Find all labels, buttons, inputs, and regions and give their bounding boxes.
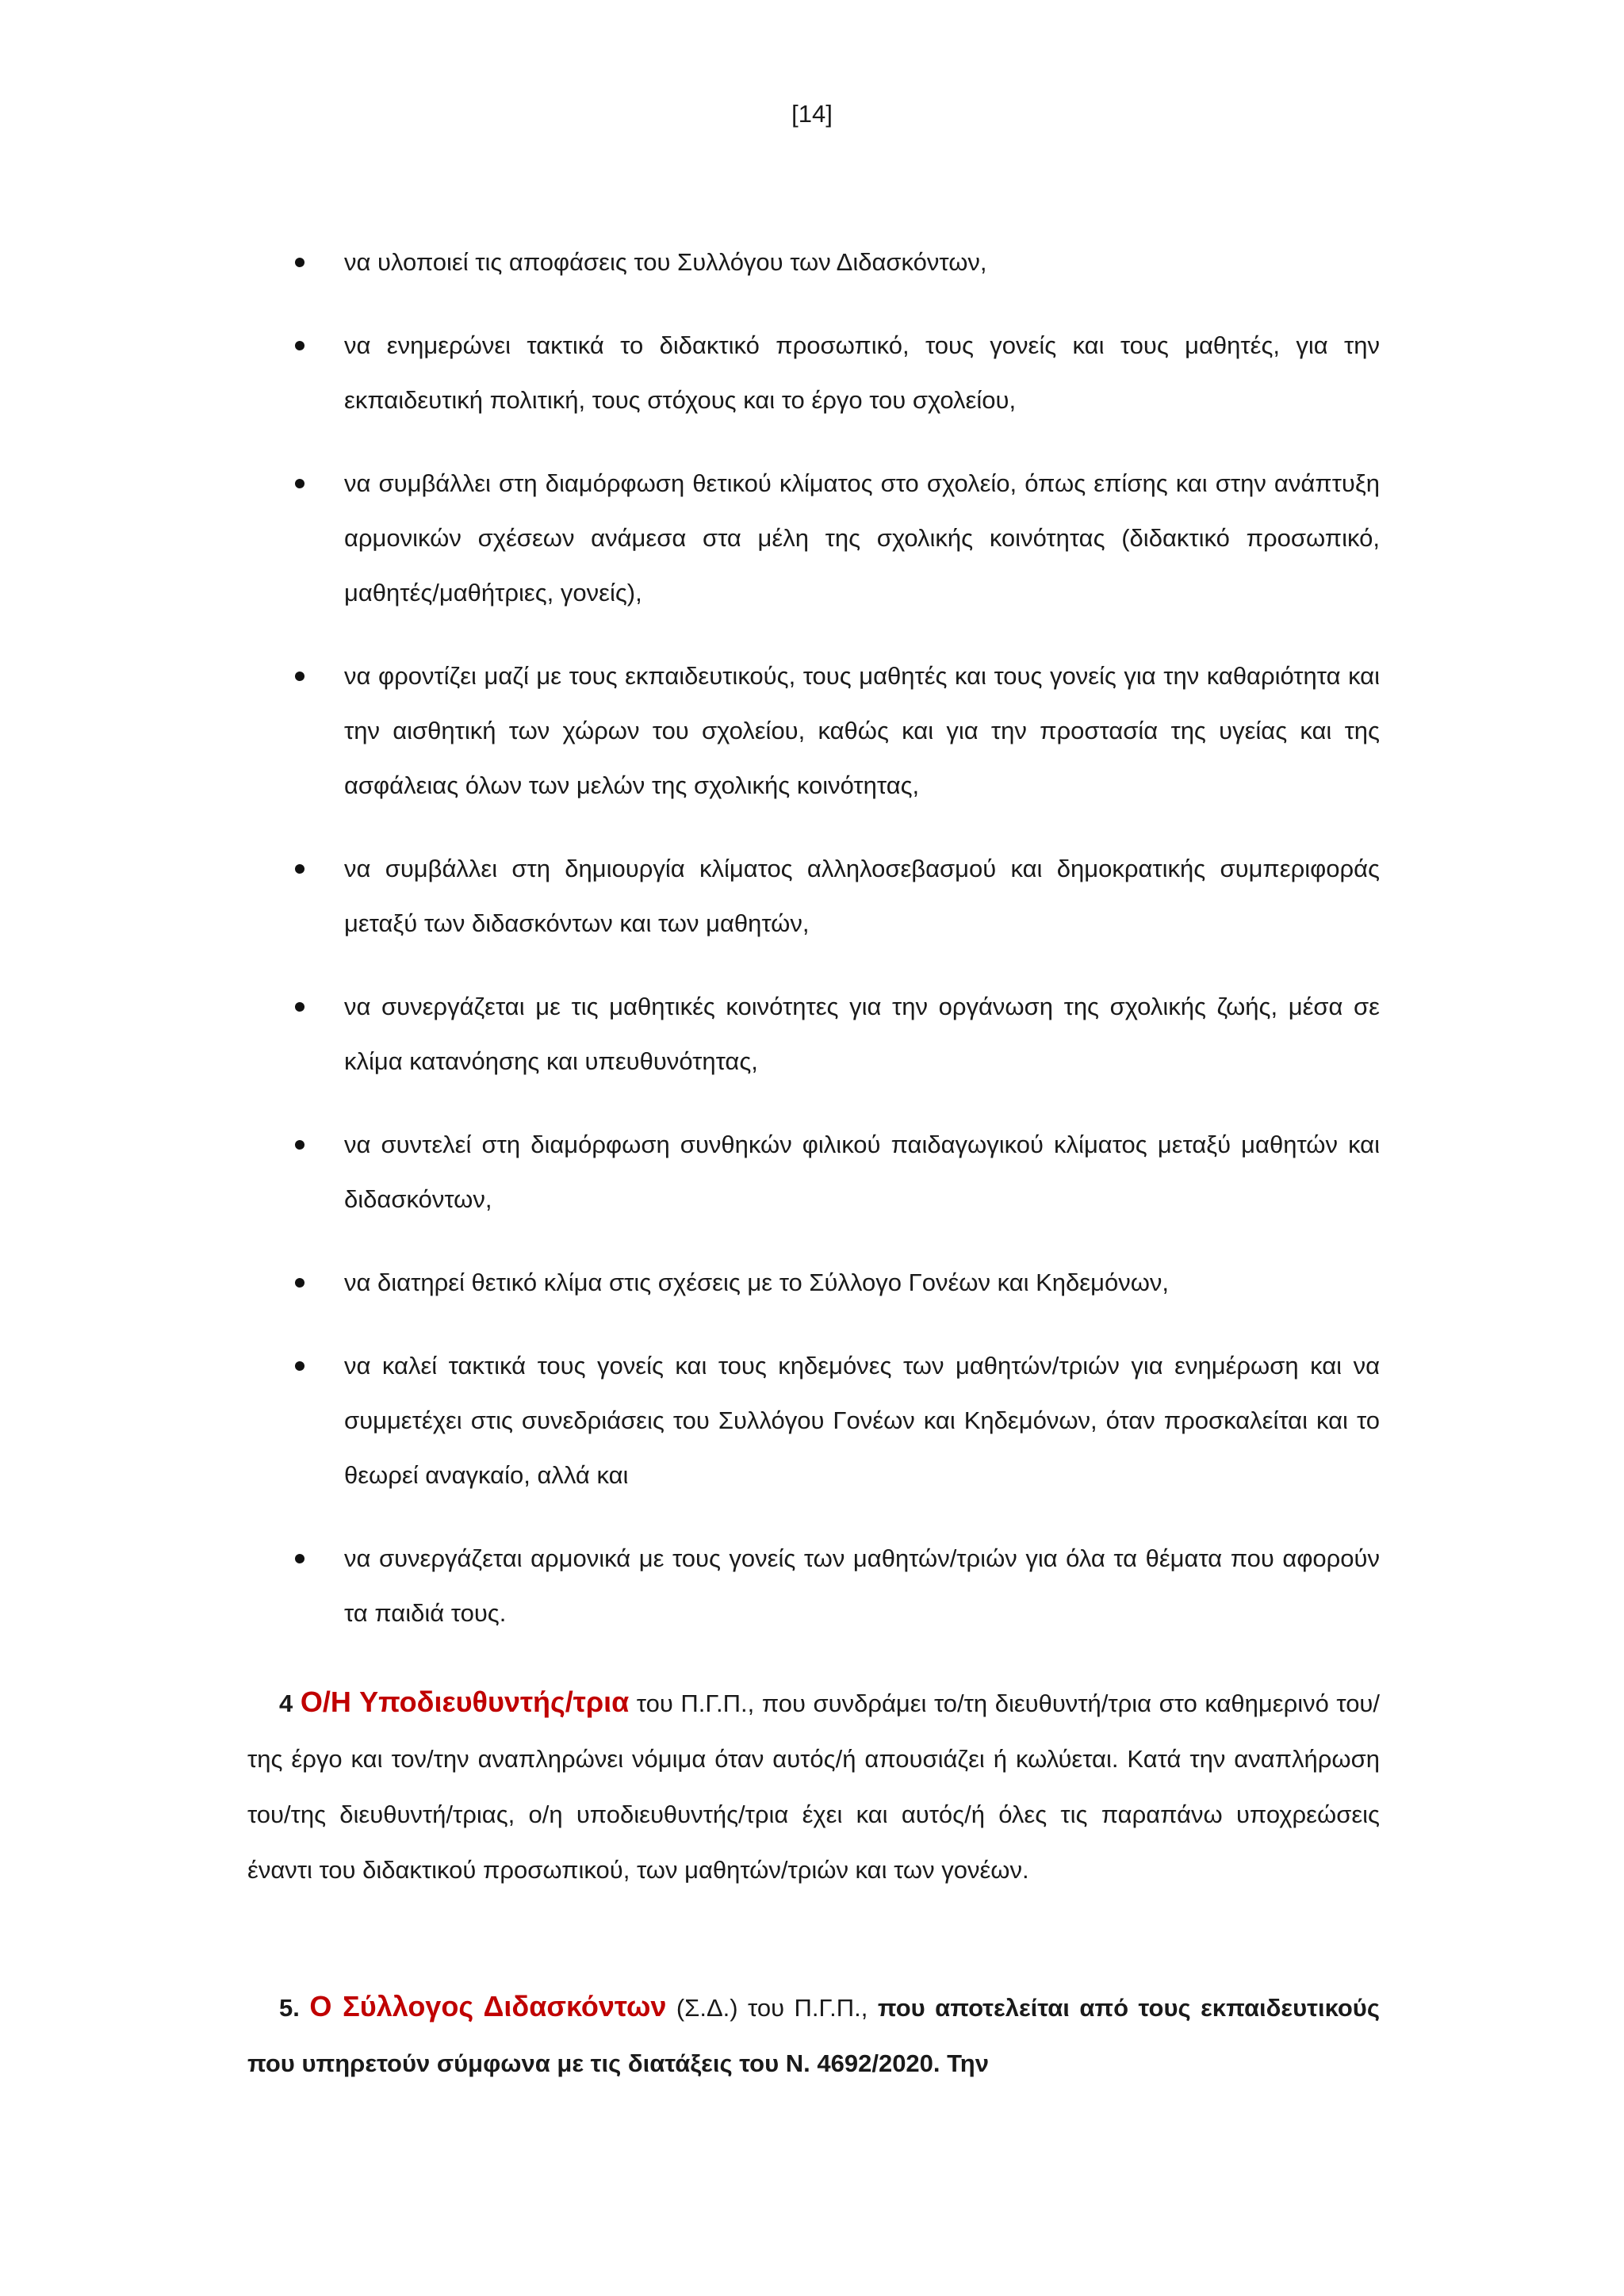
list-item: να φροντίζει μαζί με τους εκπαιδευτικούς, τους μαθητές και τους γονείς για την καθαριότητα και την αισθητική των χώρων του σχολείου, καθώς και για την προστασία της υγείας και της ασφάλειας όλων των μελών της σχολικής κοινότητας, <box>344 649 1380 813</box>
page-number: [14] <box>791 100 833 128</box>
section-5-number: 5. <box>279 1994 300 2022</box>
list-item: να διατηρεί θετικό κλίμα στις σχέσεις με το Σύλλογο Γονέων και Κηδεμόνων, <box>344 1255 1380 1310</box>
list-item: να υλοποιεί τις αποφάσεις του Συλλόγου των Διδασκόντων, <box>344 235 1380 289</box>
section-5-bold-text: που αποτελείται από τους εκπαιδευτικούς που υπηρετούν σύμφωνα με τις διατάξεις του Ν. 4692/2020. Την <box>247 1994 1380 2077</box>
section-5-text: (Σ.Δ.) του Π.Γ.Π., <box>676 1994 868 2022</box>
list-item: να συντελεί στη διαμόρφωση συνθηκών φιλικού παιδαγωγικού κλίματος μεταξύ μαθητών και διδασκόντων, <box>344 1117 1380 1226</box>
list-item: να συμβάλλει στη δημιουργία κλίματος αλληλοσεβασμού και δημοκρατικής συμπεριφοράς μεταξύ των διδασκόντων και των μαθητών, <box>344 841 1380 951</box>
list-item: να συνεργάζεται με τις μαθητικές κοινότητες για την οργάνωση της σχολικής ζωής, μέσα σε κλίμα κατανόησης και υπευθυνότητας, <box>344 979 1380 1089</box>
list-item: να καλεί τακτικά τους γονείς και τους κηδεμόνες των μαθητών/τριών για ενημέρωση και να συμμετέχει στις συνεδριάσεις του Συλλόγου Γονέων και Κηδεμόνων, όταν προσκαλείται και το θεωρεί αναγκαίο, αλλά και <box>344 1338 1380 1502</box>
section-5-paragraph <box>247 1979 1380 2091</box>
list-item: να συνεργάζεται αρμονικά με τους γονείς των μαθητών/τριών για όλα τα θέματα που αφορούν τα παιδιά τους. <box>344 1531 1380 1640</box>
section-5-heading: Ο Σύλλογος Διδασκόντων <box>309 1990 667 2022</box>
section-4-text: του Π.Γ.Π., που συνδράμει το/τη διευθυντή/τρια στο καθημερινό του/της έργο και τον/την αναπληρώνει νόμιμα όταν αυτός/ή απουσιάζει ή κωλύεται. Κατά την αναπλήρωση του/της διευθυντή/τριας, ο/η υποδιευθυντής/τρια έχει και αυτός/ή όλες τις παραπάνω υποχρεώσεις έναντι του διδακτικού προσωπικού, των μαθητών/τριών και των γονέων. <box>247 1689 1380 1884</box>
section-4-number: 4 <box>279 1689 293 1717</box>
duties-bullet-list <box>344 235 1380 1669</box>
section-4-paragraph <box>247 1674 1380 1898</box>
section-4-heading: Ο/Η Υποδιευθυντής/τρια <box>300 1686 630 1718</box>
list-item: να συμβάλλει στη διαμόρφωση θετικού κλίματος στο σχολείο, όπως επίσης και στην ανάπτυξη αρμονικών σχέσεων ανάμεσα στα μέλη της σχολικής κοινότητας (διδακτικό προσωπικό, μαθητές/μαθήτριες, γονείς), <box>344 456 1380 620</box>
list-item: να ενημερώνει τακτικά το διδακτικό προσωπικό, τους γονείς και τους μαθητές, για την εκπαιδευτική πολιτική, τους στόχους και το έργο του σχολείου, <box>344 318 1380 427</box>
